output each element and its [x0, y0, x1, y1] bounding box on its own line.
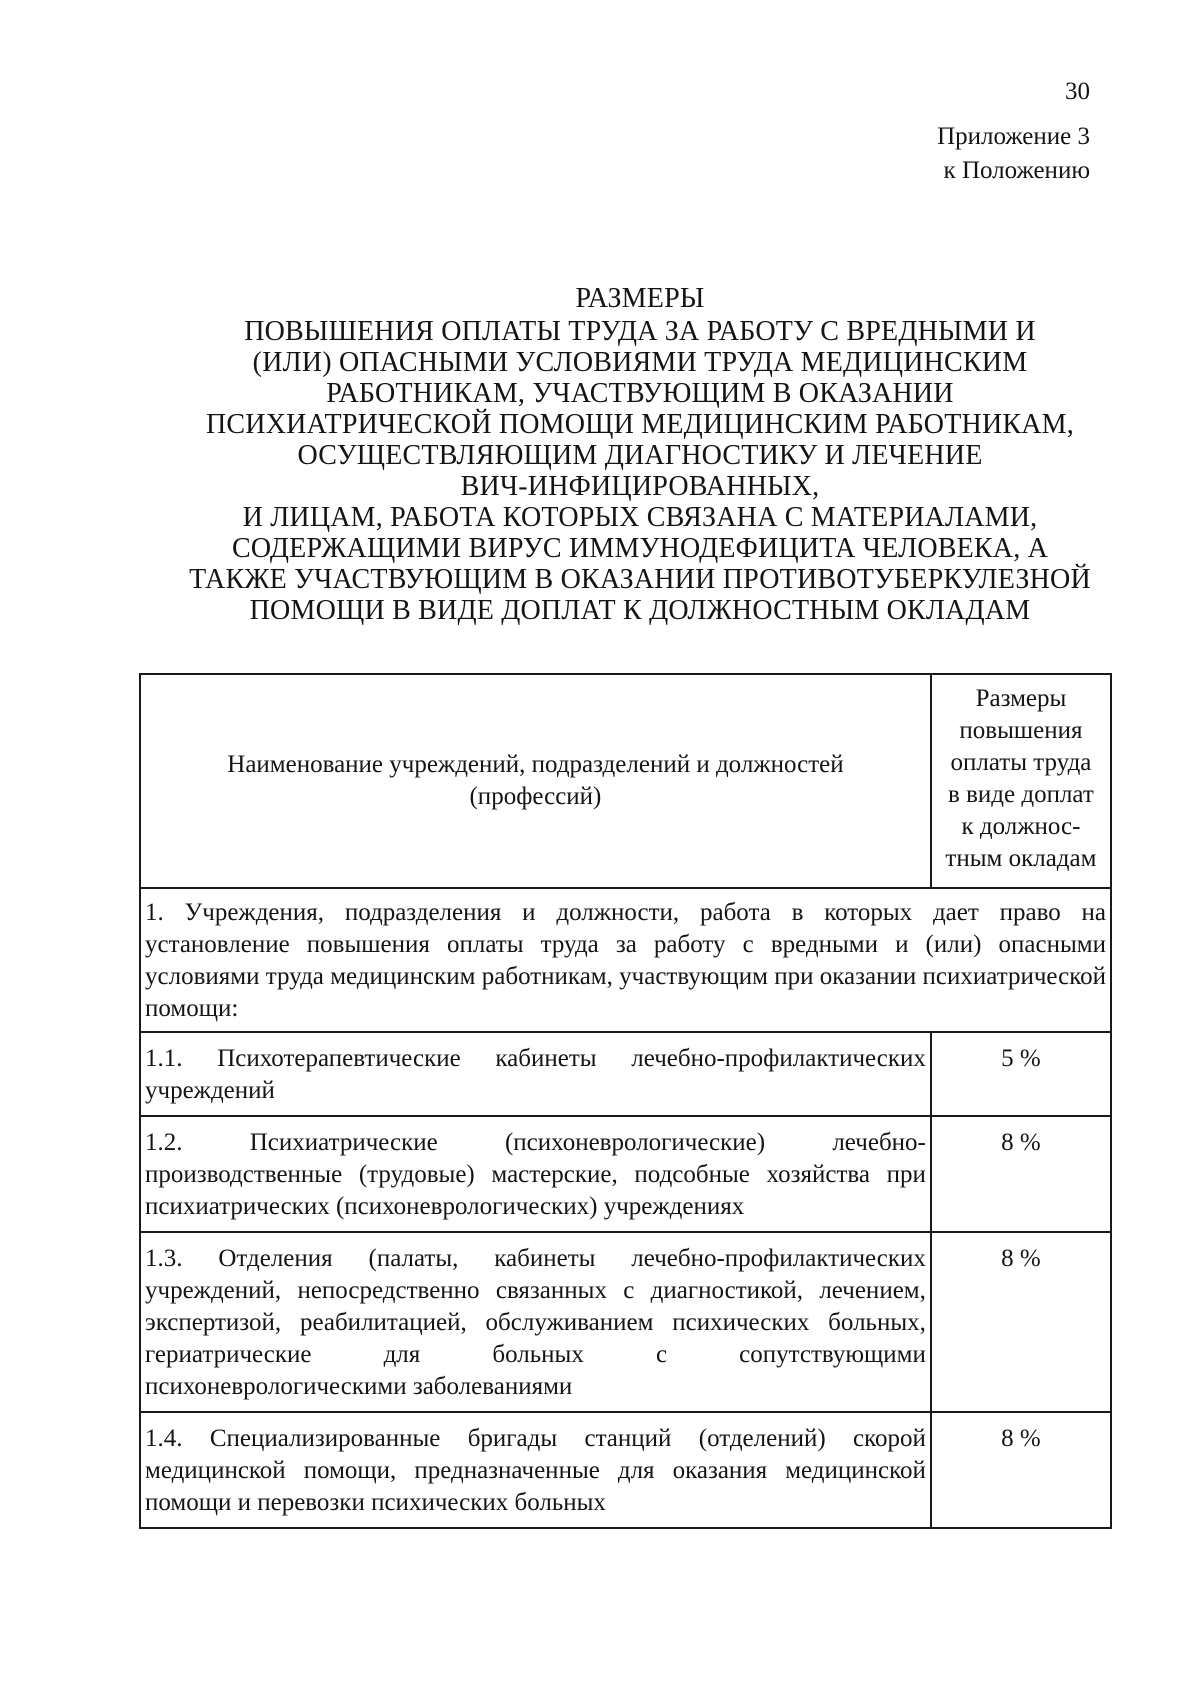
header-rate-line: в виде доплат: [948, 781, 1094, 808]
title-line: И ЛИЦАМ, РАБОТА КОТОРЫХ СВЯЗАНА С МАТЕРИАЛАМИ,: [242, 502, 1038, 533]
title-heading: РАЗМЕРЫ: [575, 283, 705, 314]
appendix-line-2: к Положению: [943, 157, 1090, 184]
section-row: [140, 888, 1111, 1032]
appendix-line-1: Приложение 3: [937, 123, 1090, 150]
rates-table: [139, 673, 1112, 1529]
table-row: [140, 1116, 1111, 1232]
row-rate: 8 %: [931, 1412, 1111, 1528]
header-rate-line: Размеры: [975, 685, 1067, 712]
page-number: 30: [1065, 78, 1090, 105]
title-line: ТАКЖЕ УЧАСТВУЮЩИМ В ОКАЗАНИИ ПРОТИВОТУБЕРКУЛЕЗНОЙ: [189, 564, 1091, 595]
title-line: ОСУЩЕСТВЛЯЮЩИМ ДИАГНОСТИКУ И ЛЕЧЕНИЕ: [297, 440, 983, 471]
row-name: 1.3. Отделения (палаты, кабинеты лечебно-профилактических учреждений, непосредственно связанных с диагностикой, лечением, экспертизой, реабилитацией, обслуживанием психических больных, гериатрические для больных с сопутствующими психоневрологическими заболеваниями: [140, 1232, 931, 1412]
table-row: [140, 1232, 1111, 1412]
row-name: 1.4. Специализированные бригады станций (отделений) скорой медицинской помощи, предназначенные для оказания медицинской помощи и перевозки психических больных: [140, 1412, 931, 1528]
row-name: 1.2. Психиатрические (психоневрологические) лечебно-производственные (трудовые) мастерские, подсобные хозяйства при психиатрических (психоневрологических) учреждениях: [140, 1116, 931, 1232]
title-line: ПОМОЩИ В ВИДЕ ДОПЛАТ К ДОЛЖНОСТНЫМ ОКЛАДАМ: [249, 595, 1031, 626]
title-line: ВИЧ-ИНФИЦИРОВАННЫХ,: [460, 471, 820, 502]
row-rate: 8 %: [931, 1116, 1111, 1232]
document-title: [150, 283, 1130, 626]
header-rate-line: тным окладам: [945, 845, 1097, 872]
table-header-row: [140, 674, 1111, 888]
row-name: 1.1. Психотерапевтические кабинеты лечебно-профилактических учреждений: [140, 1032, 931, 1116]
header-rate-column: [931, 674, 1111, 888]
title-line: (ИЛИ) ОПАСНЫМИ УСЛОВИЯМИ ТРУДА МЕДИЦИНСКИМ: [252, 347, 1028, 378]
row-rate: 5 %: [931, 1032, 1111, 1116]
row-rate: 8 %: [931, 1232, 1111, 1412]
table-row: [140, 1032, 1111, 1116]
header-rate-line: оплаты труда: [950, 749, 1092, 776]
table-row: [140, 1412, 1111, 1528]
title-line: СОДЕРЖАЩИМИ ВИРУС ИММУНОДЕФИЦИТА ЧЕЛОВЕКА, А: [231, 533, 1049, 564]
title-line: ПСИХИАТРИЧЕСКОЙ ПОМОЩИ МЕДИЦИНСКИМ РАБОТНИКАМ,: [206, 409, 1074, 440]
title-line: РАБОТНИКАМ, УЧАСТВУЮЩИМ В ОКАЗАНИИ: [326, 378, 954, 409]
title-line: ПОВЫШЕНИЯ ОПЛАТЫ ТРУДА ЗА РАБОТУ С ВРЕДНЫМИ И: [244, 316, 1036, 347]
header-rate-line: повышения: [959, 717, 1083, 744]
header-rate-line: к должнос-: [961, 813, 1081, 840]
appendix-reference: [800, 120, 1090, 188]
section-1-text: 1. Учреждения, подразделения и должности, работа в которых дает право на установление повышения оплаты труда за работу с вредными и (или) опасными условиями труда медицинским работникам, участвующим при оказании психиатрической помощи:: [140, 888, 1111, 1032]
header-name-column: Наименование учреждений, подразделений и должностей (профессий): [140, 674, 931, 888]
